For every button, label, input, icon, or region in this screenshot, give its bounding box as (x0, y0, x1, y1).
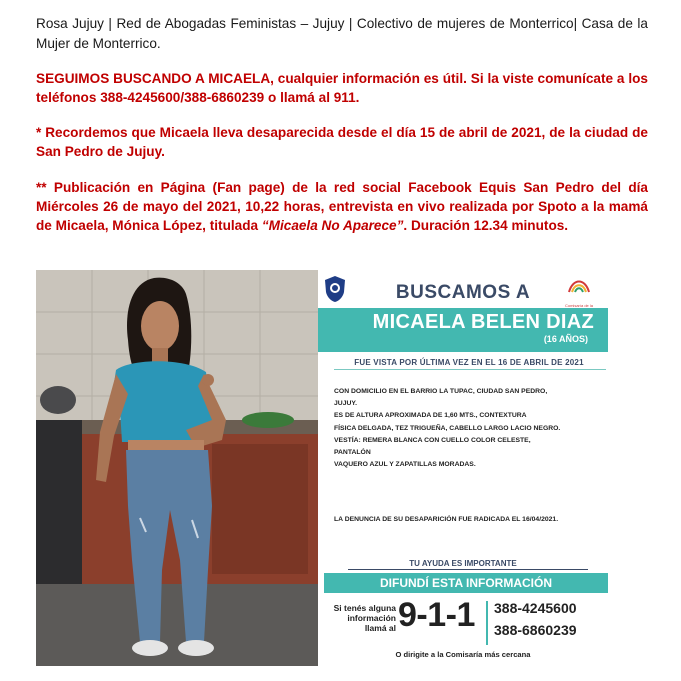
help-label: TU AYUDA ES IMPORTANTE (409, 559, 517, 568)
missing-person-name: MICAELA BELEN DIAZ (372, 311, 594, 333)
intro-credits: Rosa Jujuy | Red de Abogadas Feministas – Jujuy | Colectivo de mujeres de Monterrico| Casa de la Mujer de Monterrico. (36, 16, 648, 51)
missing-person-age: (16 AÑOS) (543, 334, 588, 344)
detail-line: JUJUY. (334, 400, 358, 408)
detail-line: CON DOMICILIO EN EL BARRIO LA TUPAC, CIUDAD SAN PEDRO, (334, 388, 548, 395)
phone-divider (486, 601, 488, 645)
detail-line: VAQUERO AZUL Y ZAPATILLAS MORADAS. (334, 461, 476, 469)
missing-since-paragraph: * Recordemos que Micaela lleva desaparecida desde el día 15 de abril de 2021, de la ciudad de San Pedro de Jujuy. (36, 125, 648, 159)
search-call-lead: SEGUIMOS BUSCANDO A MICAELA (36, 71, 271, 86)
description-details (334, 386, 604, 471)
detail-line: VESTÍA: REMERA BLANCA CON CUELLO COLOR CELESTE, (334, 436, 531, 444)
photo-illustration (36, 270, 318, 666)
publication-paragraph (36, 178, 648, 235)
divider (348, 569, 588, 570)
spread-banner: DIFUNDÍ ESTA INFORMACIÓN (324, 573, 608, 593)
name-banner (318, 308, 608, 352)
if-info-line: información (347, 613, 396, 623)
poster-heading: BUSCAMOS A (395, 282, 531, 303)
search-call-paragraph (36, 69, 648, 107)
emergency-number: 9-1-1 (398, 596, 475, 634)
search-call-rest: , cualquier información es útil. Si la viste comunícate a los teléfonos 388-4245600/388-6860239 o llamá al 911. (36, 71, 648, 105)
detail-line: PANTALÓN (334, 449, 371, 457)
publication-text: ** Publicación en Página (Fan page) de la red social Facebook Equis San Pedro del día Miércoles 26 de mayo del 2021, 10,22 horas, entrevista en vivo realizada por Spoto a la mamá de Micaela, Mónica López, titulada (36, 180, 648, 233)
detail-line: FÍSICA DELGADA, TEZ TRIGUEÑA, CABELLO LARGO LACIO NEGRO. (334, 424, 561, 432)
publication-tail: . Duración 12.34 minutos. (403, 218, 569, 233)
missing-person-photo (36, 270, 318, 666)
if-info-text (324, 603, 396, 633)
divider (334, 369, 606, 370)
phone-number: 388-4245600 (494, 600, 577, 616)
missing-person-poster (318, 270, 608, 666)
detail-line: ES DE ALTURA APROXIMADA DE 1,60 MTS., CONTEXTURA (334, 412, 527, 420)
complaint-date: LA DENUNCIA DE SU DESAPARICIÓN FUE RADICADA EL 16/04/2021. (334, 516, 559, 523)
if-info-line: llamá al (364, 623, 396, 633)
phone-number: 388-6860239 (494, 622, 577, 638)
police-station-note: O dirigite a la Comisaría más cercana (395, 650, 531, 659)
municipality-label: Comisaría de la (564, 303, 593, 308)
publication-title: “Micaela No Aparece” (261, 218, 404, 233)
if-info-line: Si tenés alguna (333, 603, 396, 613)
last-seen-date: FUE VISTA POR ÚLTIMA VEZ EN EL 16 DE ABRIL DE 2021 (354, 358, 584, 367)
